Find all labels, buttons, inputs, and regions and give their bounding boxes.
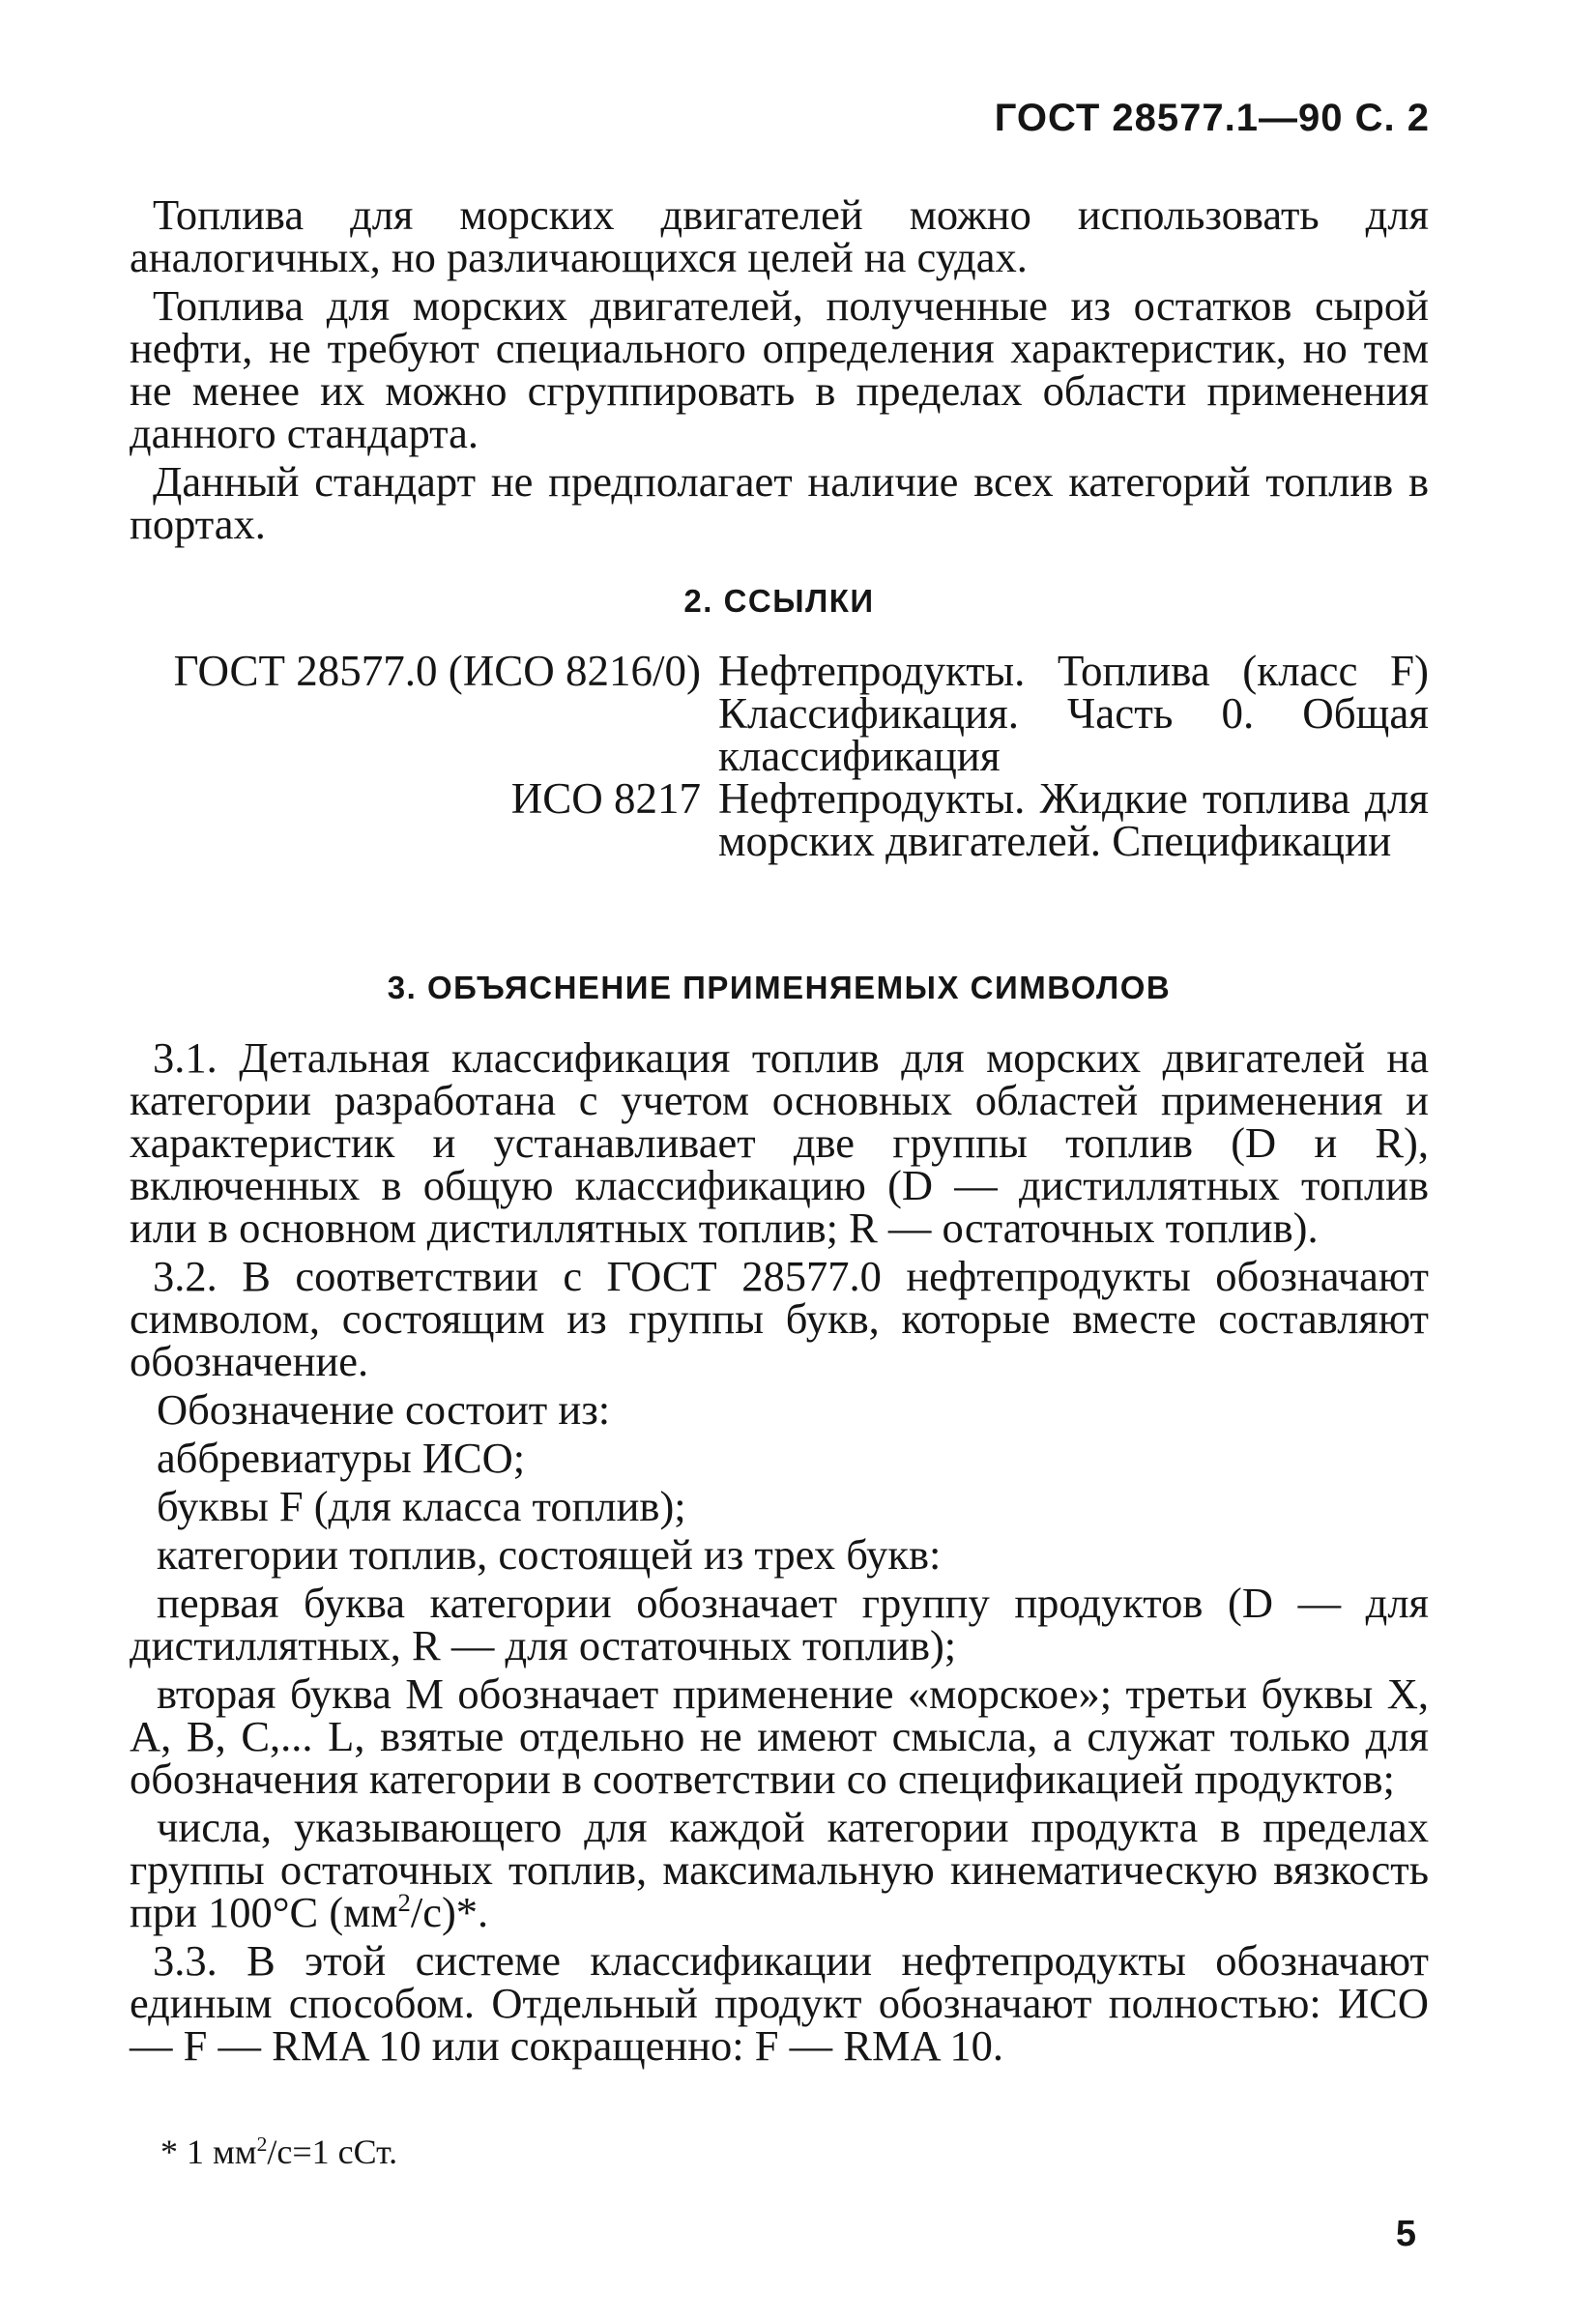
- composition-item: первая буква категории обозначает группу продуктов (D — для дистиллятных, R — для остаточных топлив);: [130, 1579, 1429, 1669]
- running-header: ГОСТ 28577.1—90 С. 2: [994, 97, 1430, 139]
- composition-item: вторая буква M обозначает применение «морское»; третьи буквы X, A, B, C,... L, взятые отдельно не имеют смысла, а служат только для обозначения категории в соответствии со спецификацией продуктов;: [130, 1669, 1429, 1803]
- reference-description: Нефтепродукты. Жидкие топлива для морских двигателей. Спецификации: [718, 774, 1429, 865]
- footnote-superscript: 2: [256, 2132, 268, 2156]
- intro-paragraph: Топлива для морских двигателей, полученные из остатков сырой нефти, не требуют специального определения характеристик, но тем не менее их можно сгруппировать в пределах области применения данного стандарта.: [130, 281, 1429, 457]
- number-item-superscript: 2: [397, 1888, 411, 1918]
- composition-item-number: [130, 1803, 1429, 1936]
- composition-item: категории топлив, состоящей из трех букв:: [157, 1530, 942, 1579]
- composition-item: аббревиатуры ИСО;: [157, 1434, 526, 1482]
- clause-3-2: 3.2. В соответствии с ГОСТ 28577.0 нефтепродукты обозначают символом, состоящим из группы букв, которые вместе составляют обозначение.: [130, 1252, 1429, 1385]
- reference-code: ИСО 8217: [510, 774, 701, 823]
- composition-intro: Обозначение состоит из:: [157, 1385, 611, 1434]
- references-list: [130, 647, 1429, 865]
- reference-code: ГОСТ 28577.0 (ИСО 8216/0): [173, 647, 701, 695]
- clause-3-1: 3.1. Детальная классификация топлив для морских двигателей на категории разработана с учетом основных областей применения и характеристик и устанавливает две группы топлив (D и R), включенных в общую классификацию (D — дистиллятных топлив или в основном дистиллятных топлив; R — остаточных топлив).: [130, 1033, 1429, 1252]
- number-item-text: числа, указывающего для каждой категории продукта в пределах группы остаточных топлив, максимальную кинематическую вязкость при 100°С (мм: [130, 1803, 1429, 1936]
- composition-item: буквы F (для класса топлив);: [157, 1482, 686, 1530]
- footnote-text: * 1 мм: [160, 2132, 257, 2171]
- footnote: [160, 2132, 397, 2172]
- section-3-heading: 3. ОБЪЯСНЕНИЕ ПРИМЕНЯЕМЫХ СИМВОЛОВ: [387, 970, 1172, 1005]
- intro-paragraph: Данный стандарт не предполагает наличие всех категорий топлив в портах.: [130, 457, 1429, 548]
- reference-description: Нефтепродукты. Топлива (класс F) Классификация. Часть 0. Общая классификация: [718, 647, 1429, 780]
- number-item-suffix: /с)*.: [410, 1888, 489, 1936]
- page-number: 5: [1395, 2214, 1416, 2254]
- intro-section: [130, 190, 1429, 551]
- section-2-heading: 2. ССЫЛКИ: [683, 583, 875, 619]
- footnote-suffix: /с=1 сСт.: [267, 2132, 398, 2171]
- reference-entry: [130, 774, 1429, 865]
- clause-3-3: 3.3. В этой системе классификации нефтепродукты обозначают единым способом. Отдельный продукт обозначают полностью: ИСО — F — RMA 10 или сокращенно: F — RMA 10.: [130, 1936, 1429, 2070]
- intro-paragraph: Топлива для морских двигателей можно использовать для аналогичных, но различающихся целей на судах.: [130, 190, 1429, 281]
- section-3-body: [130, 1033, 1429, 2073]
- reference-entry: [130, 647, 1429, 780]
- section-3-heading-wrap: [130, 967, 1429, 1009]
- section-2-heading-wrap: [130, 580, 1429, 623]
